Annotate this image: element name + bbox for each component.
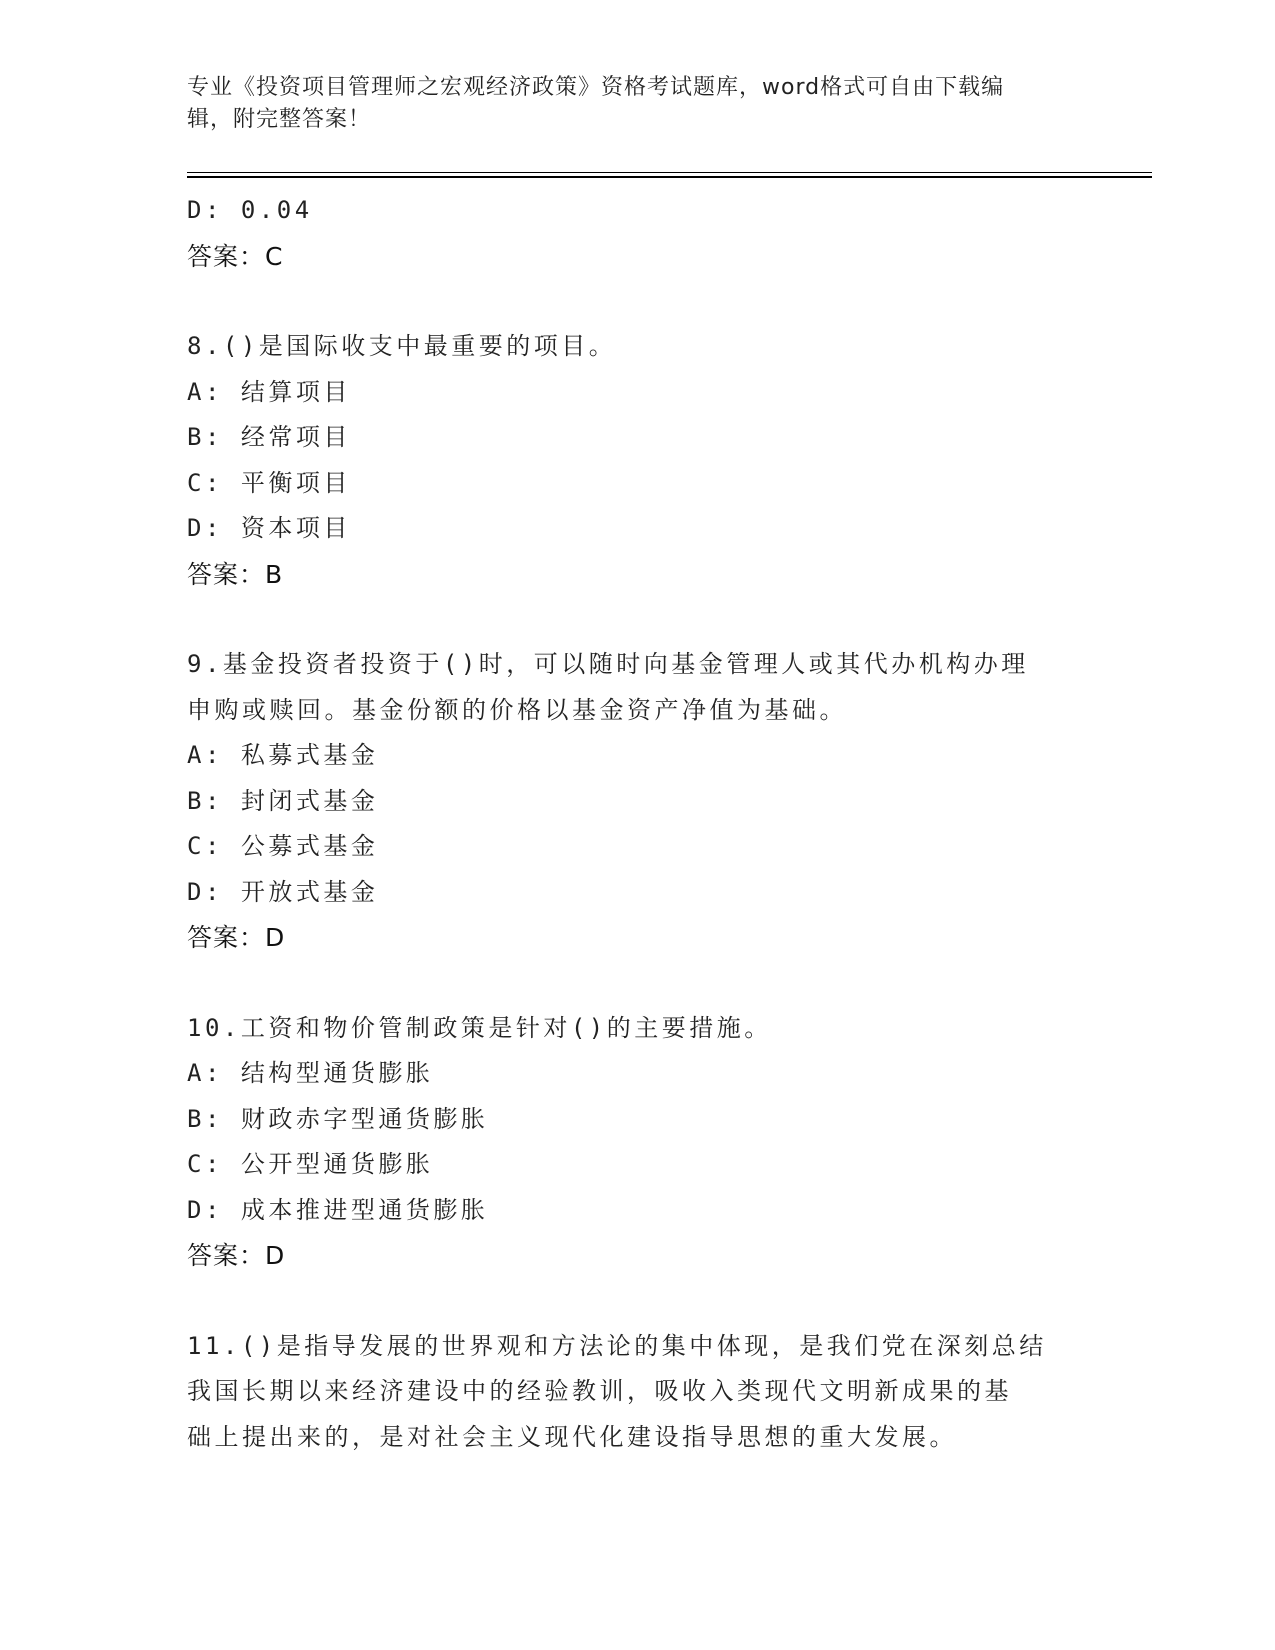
option-a: A: 私募式基金	[187, 741, 379, 769]
question-9	[187, 642, 1087, 961]
option-c: C: 平衡项目	[187, 468, 351, 497]
option-b: B: 经常项目	[187, 423, 351, 451]
answer: 答案：D	[187, 1241, 286, 1270]
option-d: D: 资本项目	[187, 514, 351, 542]
question-stem: 11.()是指导发展的世界观和方法论的集中体现，是我们党在深刻总结	[187, 1331, 1047, 1360]
answer: 答案：D	[187, 923, 286, 952]
question-stem: 9.基金投资者投资于()时，可以随时向基金管理人或其代办机构办理	[187, 650, 1029, 678]
option-d: D: 成本推进型通货膨胀	[187, 1195, 489, 1224]
question-stem: 8.()是国际收支中最重要的项目。	[187, 332, 617, 360]
option-c: C: 公募式基金	[187, 832, 379, 860]
header-line-2: 辑，附完整答案！	[187, 107, 372, 132]
answer: 答案：B	[187, 559, 284, 589]
header-rule-thin	[187, 172, 1152, 173]
option-a: A: 结算项目	[187, 377, 351, 406]
question-11	[187, 1324, 1087, 1461]
option-d: D: 开放式基金	[187, 877, 379, 906]
document-body	[187, 188, 1087, 1460]
question-stem-cont: 申购或赎回。基金份额的价格以基金资产净值为基础。	[187, 695, 847, 724]
question-stem-cont: 我国长期以来经济建设中的经验教训，吸收入类现代文明新成果的基	[187, 1377, 1012, 1405]
question-10	[187, 1006, 1087, 1279]
option-c: C: 公开型通货膨胀	[187, 1150, 434, 1178]
prev-answer: 答案：C	[187, 241, 284, 271]
header-rule-thick	[187, 176, 1152, 178]
option-a: A: 结构型通货膨胀	[187, 1059, 434, 1087]
question-8	[187, 324, 1087, 597]
question-stem-cont: 础上提出来的，是对社会主义现代化建设指导思想的重大发展。	[187, 1422, 957, 1451]
document-header	[187, 72, 1067, 136]
prev-option-d: D: 0.04	[187, 196, 313, 224]
option-b: B: 封闭式基金	[187, 786, 379, 815]
question-stem: 10.工资和物价管制政策是针对()的主要措施。	[187, 1013, 772, 1042]
header-line-1: 专业《投资项目管理师之宏观经济政策》资格考试题库，word格式可自由下载编	[187, 75, 1005, 100]
option-b: B: 财政赤字型通货膨胀	[187, 1104, 489, 1133]
